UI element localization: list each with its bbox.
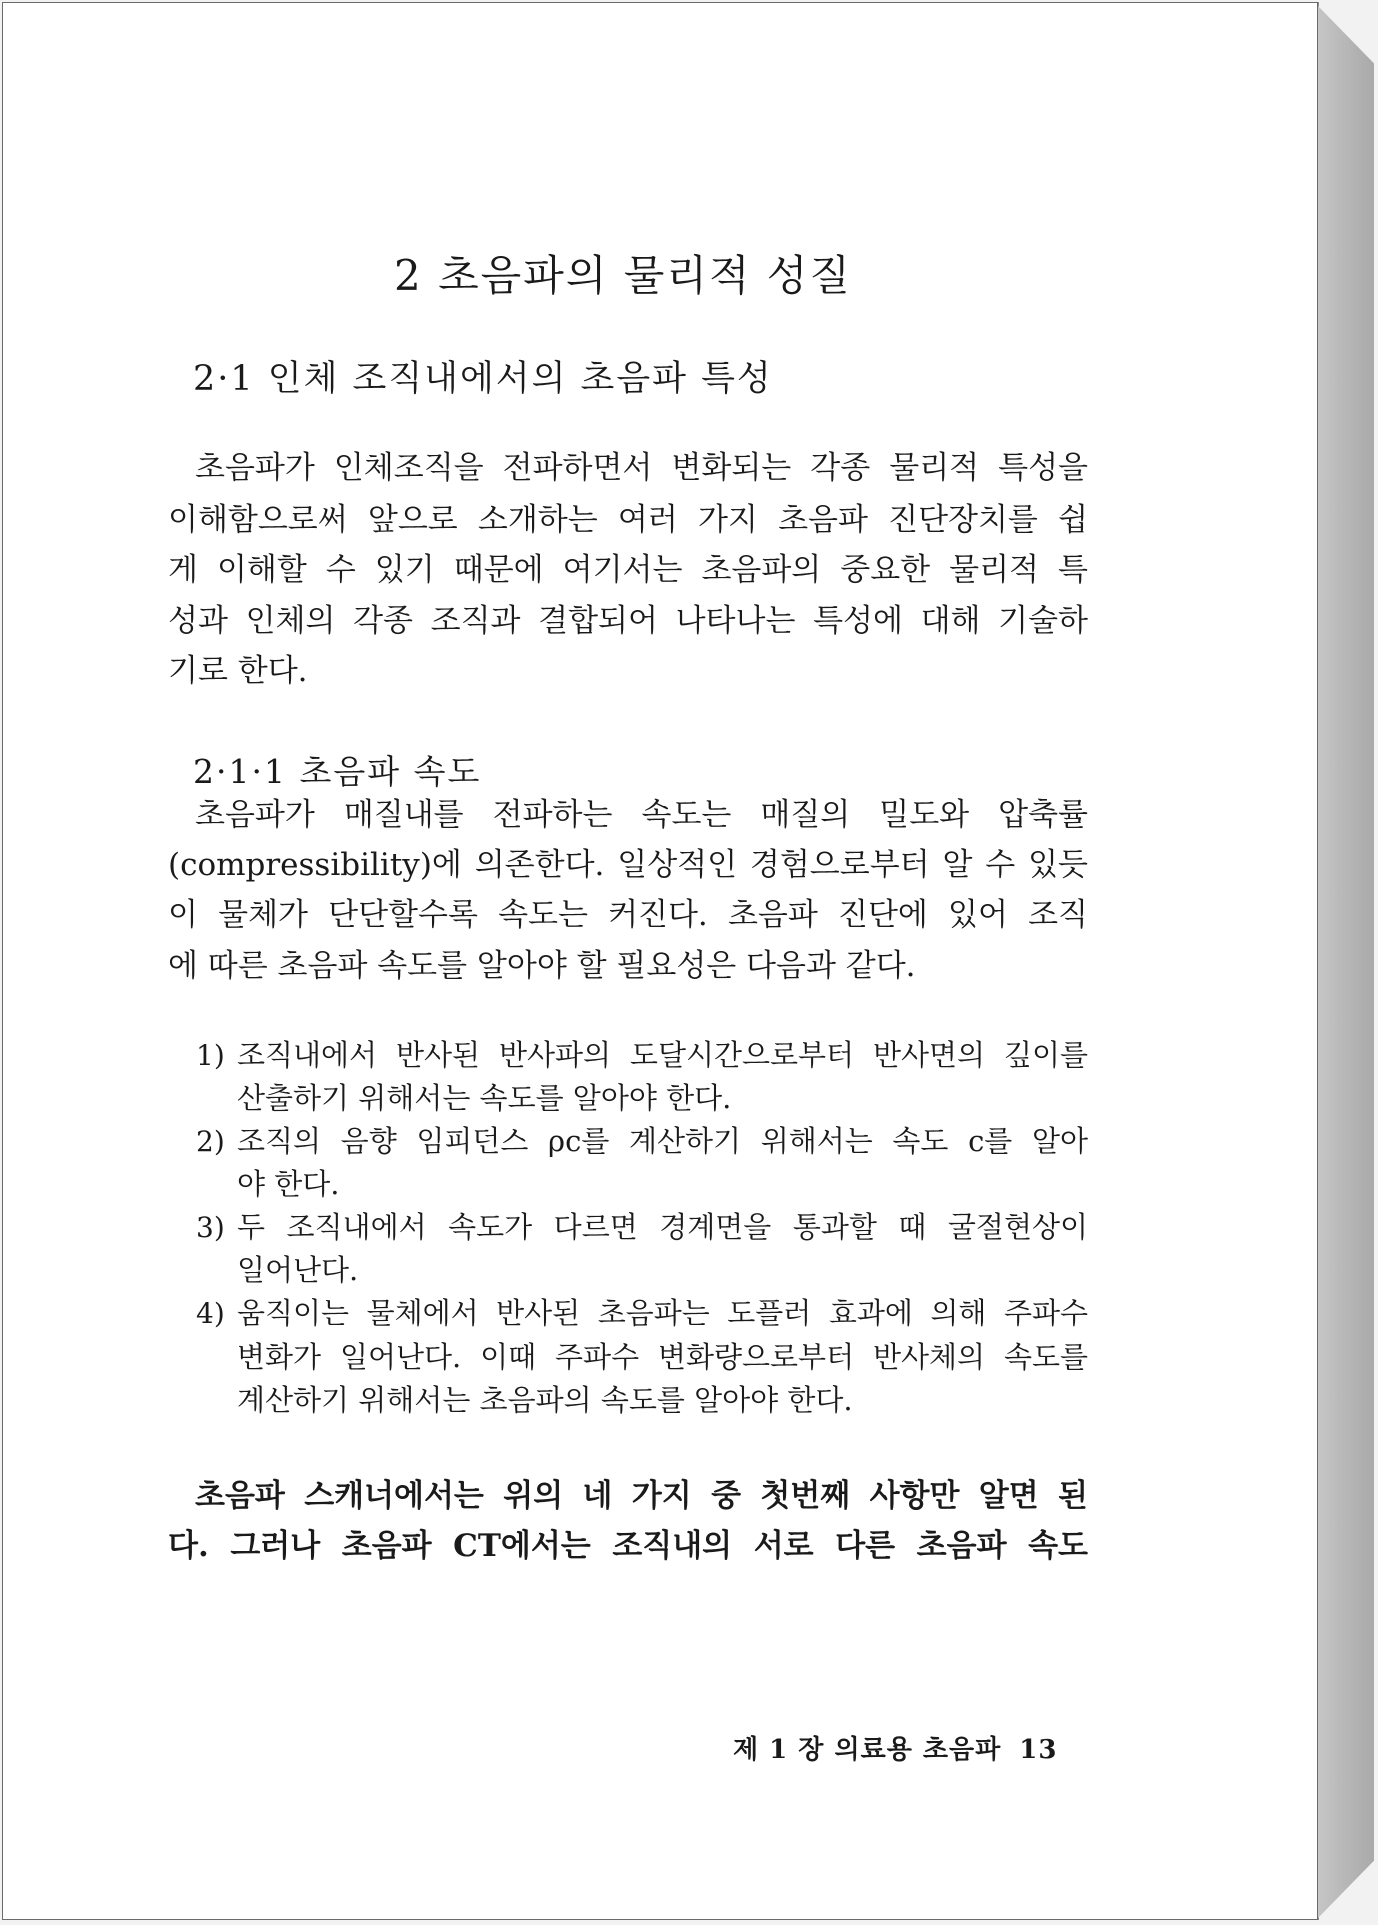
speed-line-1: 초음파가 매질내를 전파하는 속도는 매질의 밀도와 압축률 — [195, 797, 1088, 833]
speed-line-4: 에 따른 초음파 속도를 알아야 할 필요성은 다음과 같다. — [168, 948, 916, 984]
subsection-title: 2·1·1 초음파 속도 — [193, 752, 482, 791]
list-item-number: 3) — [196, 1211, 225, 1244]
intro-line-2: 이해함으로써 앞으로 소개하는 여러 가지 초음파 진단장치를 쉽 — [168, 502, 1088, 538]
speed-line-2: (compressibility)에 의존한다. 일상적인 경험으로부터 알 수 있듯 — [168, 847, 1088, 883]
intro-line-3: 게 이해할 수 있기 때문에 여기서는 초음파의 중요한 물리적 특 — [168, 552, 1088, 588]
list-item-line: 일어난다. — [237, 1253, 359, 1287]
closing-line-2: 다. 그러나 초음파 CT에서는 조직내의 서로 다른 초음파 속도 — [168, 1528, 1088, 1564]
speed-line-3: 이 물체가 단단할수록 속도는 커진다. 초음파 진단에 있어 조직 — [168, 897, 1088, 933]
list-item-number: 4) — [196, 1297, 225, 1330]
book-page — [2, 2, 1318, 1920]
list-item-line: 두 조직내에서 속도가 다르면 경계면을 통과할 때 굴절현상이 — [237, 1210, 1088, 1244]
running-footer-title: 제 1 장 의료용 초음파 — [733, 1735, 1002, 1765]
page-number: 13 — [1019, 1735, 1058, 1765]
closing-line-1: 초음파 스캐너에서는 위의 네 가지 중 첫번째 사항만 알면 된 — [195, 1478, 1088, 1514]
section-title: 2·1 인체 조직내에서의 초음파 특성 — [193, 359, 773, 399]
running-footer — [733, 1729, 1069, 1766]
list-item-line: 계산하기 위해서는 초음파의 속도를 알아야 한다. — [237, 1383, 853, 1417]
list-item-line: 산출하기 위해서는 속도를 알아야 한다. — [237, 1081, 732, 1115]
chapter-title: 2 초음파의 물리적 성질 — [394, 251, 852, 300]
list-item-line: 조직내에서 반사된 반사파의 도달시간으로부터 반사면의 깊이를 — [237, 1038, 1088, 1072]
list-item-line: 움직이는 물체에서 반사된 초음파는 도플러 효과에 의해 주파수 — [237, 1296, 1088, 1330]
list-item-number: 2) — [196, 1125, 225, 1158]
intro-line-4: 성과 인체의 각종 조직과 결합되어 나타나는 특성에 대해 기술하 — [168, 603, 1088, 639]
page-thickness-edge — [1318, 6, 1374, 1918]
list-item-number: 1) — [196, 1039, 225, 1072]
list-item-line: 조직의 음향 임피던스 ρc를 계산하기 위해서는 속도 c를 알아 — [237, 1124, 1088, 1158]
list-item-line: 야 한다. — [237, 1167, 340, 1201]
intro-line-5: 기로 한다. — [168, 653, 308, 689]
intro-line-1: 초음파가 인체조직을 전파하면서 변화되는 각종 물리적 특성을 — [195, 450, 1088, 486]
list-item-line: 변화가 일어난다. 이때 주파수 변화량으로부터 반사체의 속도를 — [237, 1340, 1088, 1374]
